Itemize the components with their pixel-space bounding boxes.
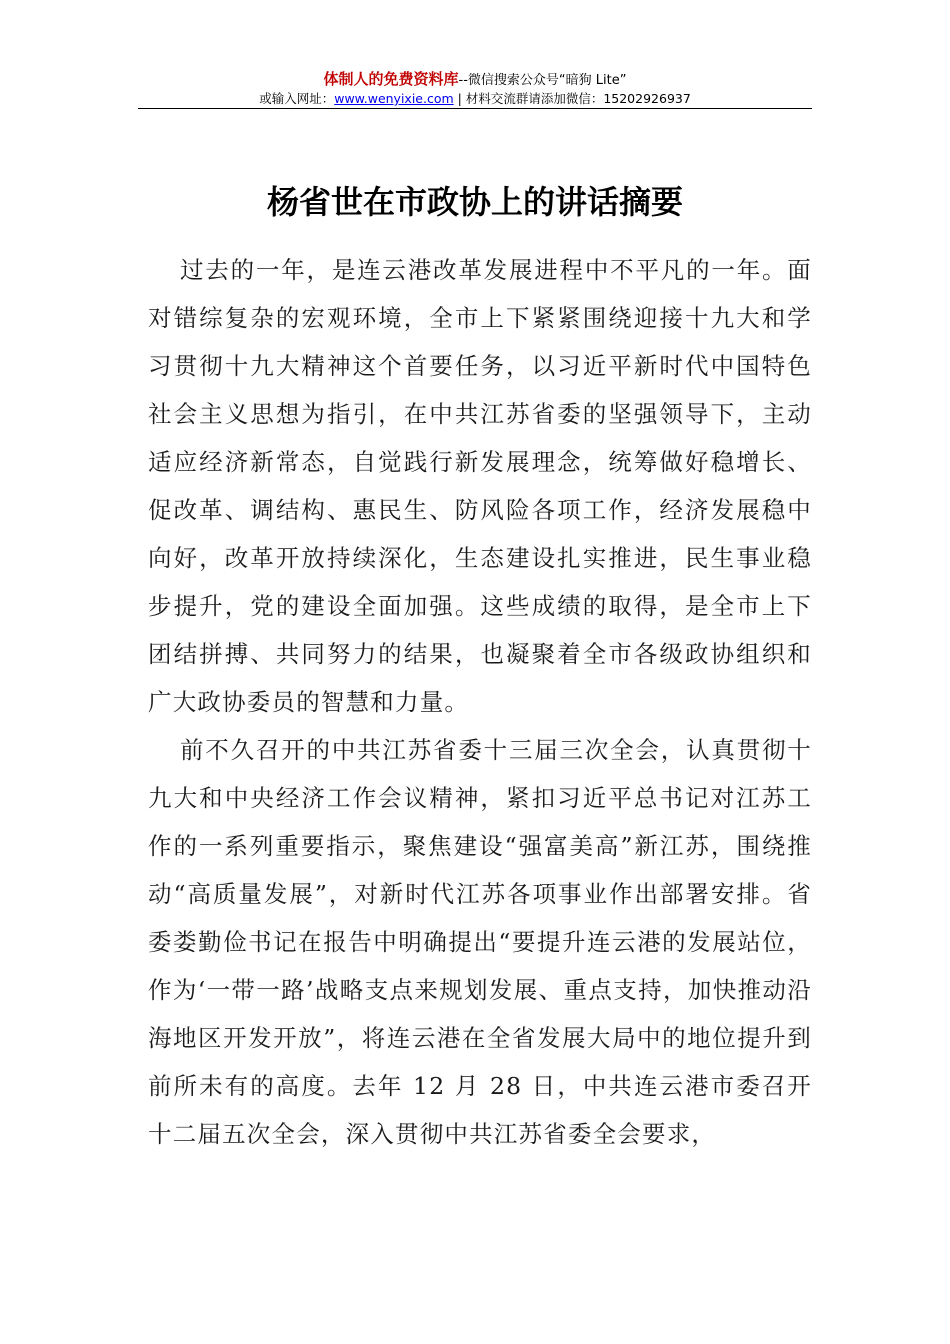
document-title: 杨省世在市政协上的讲话摘要 [266,183,683,221]
header-divider [138,108,812,109]
header-line-2 [138,90,812,108]
document-body [148,246,812,1158]
header-line-1 [138,70,812,90]
header-wechat-note: --微信搜索公众号“暗狗 Lite” [458,73,627,88]
header-url-link[interactable]: www.wenyixie.com [334,91,454,106]
page-header [138,70,812,108]
paragraph-1: 过去的一年，是连云港改革发展进程中不平凡的一年。面对错综复杂的宏观环境，全市上下紧紧围绕迎接十九大和学习贯彻十九大精神这个首要任务，以习近平新时代中国特色社会主义思想为指引，在中共江苏省委的坚强领导下，主动适应经济新常态，自觉践行新发展理念，统筹做好稳增长、促改革、调结构、惠民生、防风险各项工作，经济发展稳中向好，改革开放持续深化，生态建设扎实推进，民生事业稳步提升，党的建设全面加强。这些成绩的取得，是全市上下团结拼搏、共同努力的结果，也凝聚着全市各级政协组织和广大政协委员的智慧和力量。 [148,256,812,716]
paragraph-2: 前不久召开的中共江苏省委十三届三次全会，认真贯彻十九大和中央经济工作会议精神，紧扣习近平总书记对江苏工作的一系列重要指示，聚焦建设“强富美高”新江苏，围绕推动“高质量发展”，对新时代江苏各项事业作出部署安排。省委娄勤俭书记在报告中明确提出“要提升连云港的发展站位，作为‘一带一路’战略支点来规划发展、重点支持，加快推动沿海地区开发开放”，将连云港在全省发展大局中的地位提升到前所未有的高度。去年 12 月 28 日，中共连云港市委召开十二届五次全会，深入贯彻中共江苏省委全会要求， [148,736,812,1148]
header-contact: | 材料交流群请添加微信：15202926937 [453,91,691,106]
header-url-prefix: 或输入网址： [259,91,335,106]
header-brand: 体制人的免费资料库 [323,70,459,88]
